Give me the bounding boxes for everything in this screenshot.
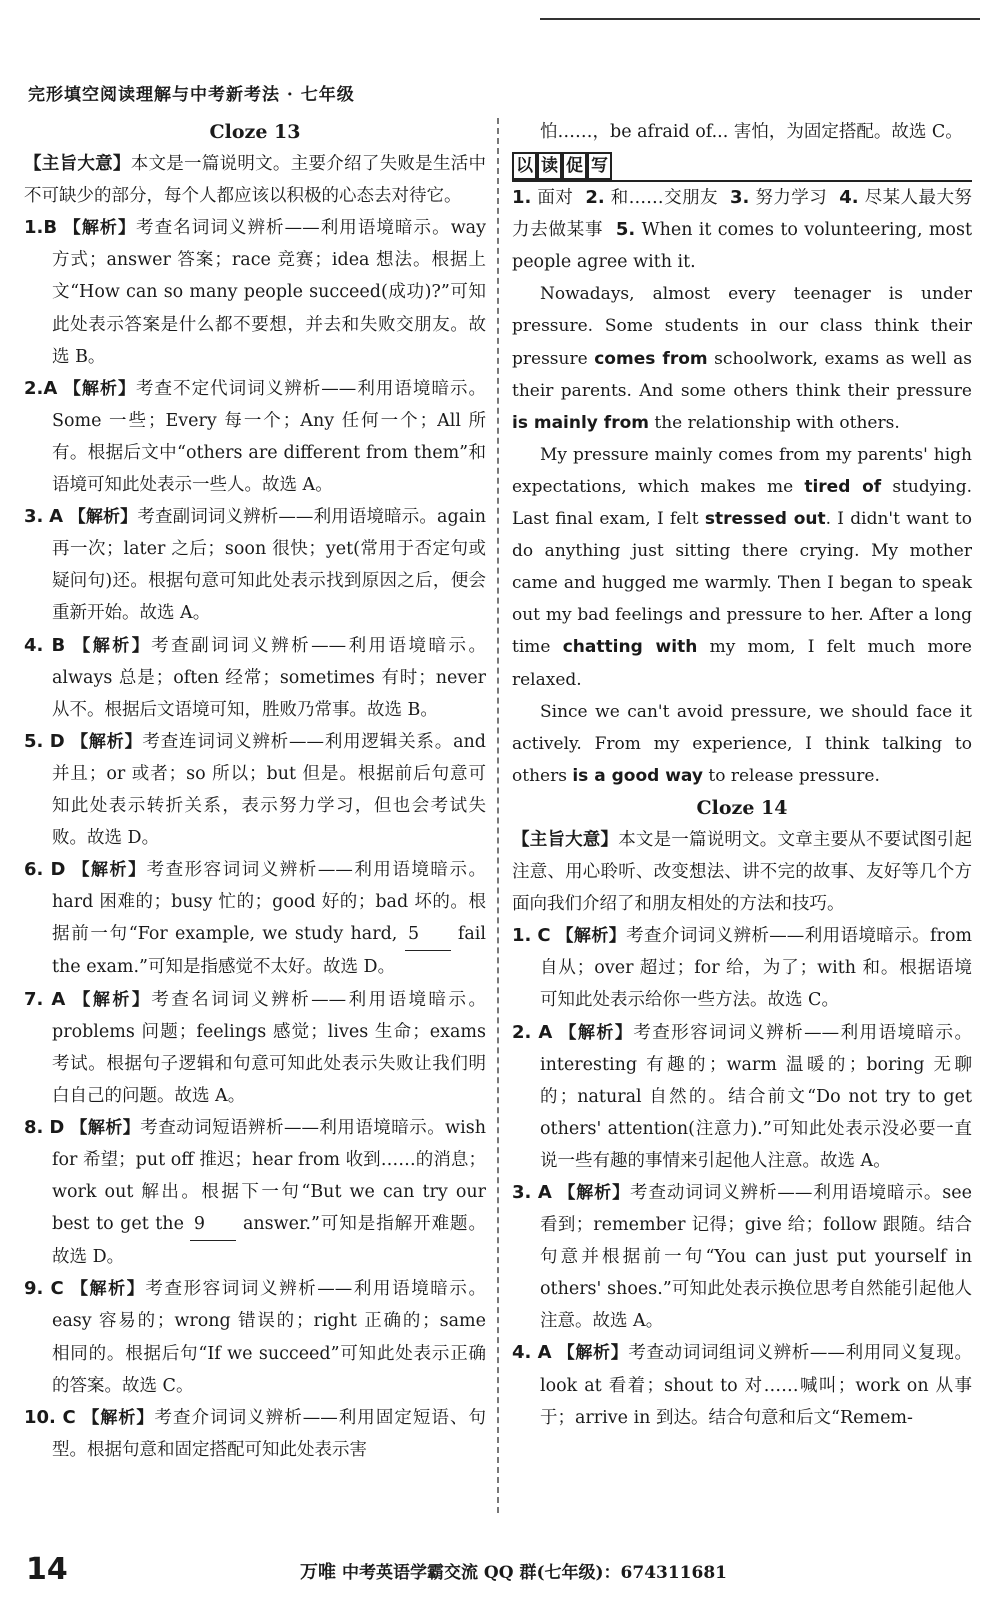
answer-item-1: 1.B 【解析】考查名词词义辨析——利用语境暗示。way 方式；answer 答案；race 竞赛；idea 想法。根据上文“How can so many people succeed(成功)?”可知此处表示答案是什么都不要想，并去和失败交朋友。故选 B。 [24,217,486,367]
cloze14-summary: 【主旨大意】本文是一篇说明文。文章主要从不要试图引起注意、用心聆听、改变想法、讲不完的故事、友好等几个方面向我们介绍了和朋友相处的方法和技巧。 [512,829,973,915]
answer-item-c14-1: 1. C 【解析】考查介词词义辨析——利用语境暗示。from 自从；over 超过；for 给，为了；with 和。根据语境可知此处表示给你一些方法。故选 C。 [512,925,972,1011]
answer-item-4: 4. B 【解析】考查副词词义辨析——利用语境暗示。always 总是；often 经常；sometimes 有时；never 从不。根据后文语境可知，胜败乃常事。故选 B。 [24,634,486,720]
footer-info: 万唯 中考英语学霸交流 QQ 群(七年级)：674311681 [300,1562,727,1583]
answer-item-7: 7. A 【解析】考查名词词义辨析——利用语境暗示。problems 问题；feelings 感觉；lives 生命；exams 考试。根据句子逻辑和句意可知此处表示失败让我们明白自己的问题。故选 A。 [24,988,486,1106]
read-write-answers: 1. 面对 2. 和……交朋友 3. 努力学习 4. 尽某人最大努力去做某事 5. When it comes to volunteering, most people agree with it. [512,187,972,273]
answer-item-c14-2: 2. A 【解析】考查形容词词义辨析——利用语境暗示。interesting 有趣的；warm 温暖的；boring 无聊的；natural 自然的。结合前文“Do not try to get others' attention(注意力).”可知此处表示没必要一直说一些有趣的事情来引起他人注意。故选 A。 [512,1021,972,1171]
page-header: 完形填空阅读理解与中考新考法 · 七年级 [28,85,355,105]
answer-item-c14-3: 3. A 【解析】考查动词词义辨析——利用语境暗示。see 看到；remember 记得；give 给；follow 跟随。结合句意并根据前一句“You can just put yourself in others' shoes.”可知此处表示换位思考自然能引起他人注意。故选 A。 [512,1182,972,1332]
column-divider [497,118,499,1513]
cloze13-title: Cloze 13 [209,121,301,143]
answer-item-10-continued: 怕……，be afraid of... 害怕，为固定搭配。故选 C。 [540,122,963,142]
answer-item-5: 5. D 【解析】考查连词词义辨析——利用逻辑关系。and 并且；or 或者；so 所以；but 但是。根据前后句意可知此处表示转折关系，表示努力学习，但也会考试失败。故选 D。 [24,730,486,849]
answer-item-3: 3. A 【解析】考查副词词义辨析——利用语境暗示。again 再一次；later 之后；soon 很快；yet(常用于否定句或疑问句)还。根据句意可知此处表示找到原因之后，便会重新开始。故选 A。 [24,506,486,624]
top-rule [540,18,980,20]
badge-char: 写 [587,152,612,180]
answer-item-8: 8. D 【解析】考查动词短语辨析——利用语境暗示。wish for 希望；put off 推迟；hear from 收到……的消息；work out 解出。根据下一句“But we can try our best to get the 9 answer.”可知是指解开难题。故选 D。 [24,1116,486,1268]
answer-item-6: 6. D 【解析】考查形容词词义辨析——利用语境暗示。hard 困难的；busy 忙的；good 好的；bad 坏的。根据前一句“For example, we study hard, 5 fail the exam.”可知是指感觉不太好。故选 D。 [24,859,486,978]
cloze13-summary: 【主旨大意】本文是一篇说明文。主要介绍了失败是生活中不可缺少的部分，每个人都应该以积极的心态去对待它。 [24,154,487,207]
page-number: 14 [26,1552,68,1587]
answer-item-c14-4: 4. A 【解析】考查动词词组词义辨析——利用同义复现。look at 看着；shout to 对……喊叫；work on 从事于；arrive in 到达。结合句意和后文“Remem- [512,1342,972,1428]
cloze-blank: 5 [405,918,451,951]
cloze-blank: 9 [190,1208,236,1241]
answer-item-10: 10. C 【解析】考查介词词义辨析——利用固定短语、句型。根据句意和固定搭配可知此处表示害 [24,1406,487,1460]
cloze14-title: Cloze 14 [696,796,788,819]
essay-paragraph-3: Since we can't avoid pressure, we should face it actively. From my experience, I think talking to others is a good way to release pressure. [512,701,972,786]
essay-paragraph-2: My pressure mainly comes from my parents' high expectations, which makes me tired of studying. Last final exam, I felt stressed out. I didn't want to do anything just sitting there crying. My mother came and hugged me warmly. Then I began to speak out my bad feelings and pressure to her. After a long time chatting with my mom, I felt much more relaxed. [512,444,972,690]
badge-char: 以 [512,152,537,180]
read-write-heading [512,148,972,182]
badge-char: 读 [537,152,562,180]
essay-paragraph-1: Nowadays, almost every teenager is under pressure. Some students in our class think their pressure comes from schoolwork, exams as well as their parents. And some others think their pressure is mainly from the relationship with others. [512,284,972,433]
left-column [24,116,486,1466]
brand-logo: 万唯 [300,1562,336,1583]
answer-item-2: 2.A 【解析】考查不定代词词义辨析——利用语境暗示。Some 一些；Every 每一个；Any 任何一个；All 所有。根据后文中“others are different from them”和语境可知此处表示一些人。故选 A。 [24,377,487,496]
right-column [512,116,972,1434]
badge-char: 促 [562,152,587,180]
answer-item-9: 9. C 【解析】考查形容词词义辨析——利用语境暗示。easy 容易的；wrong 错误的；right 正确的；same 相同的。根据后句“If we succeed”可知此处表示正确的答案。故选 C。 [24,1278,486,1396]
